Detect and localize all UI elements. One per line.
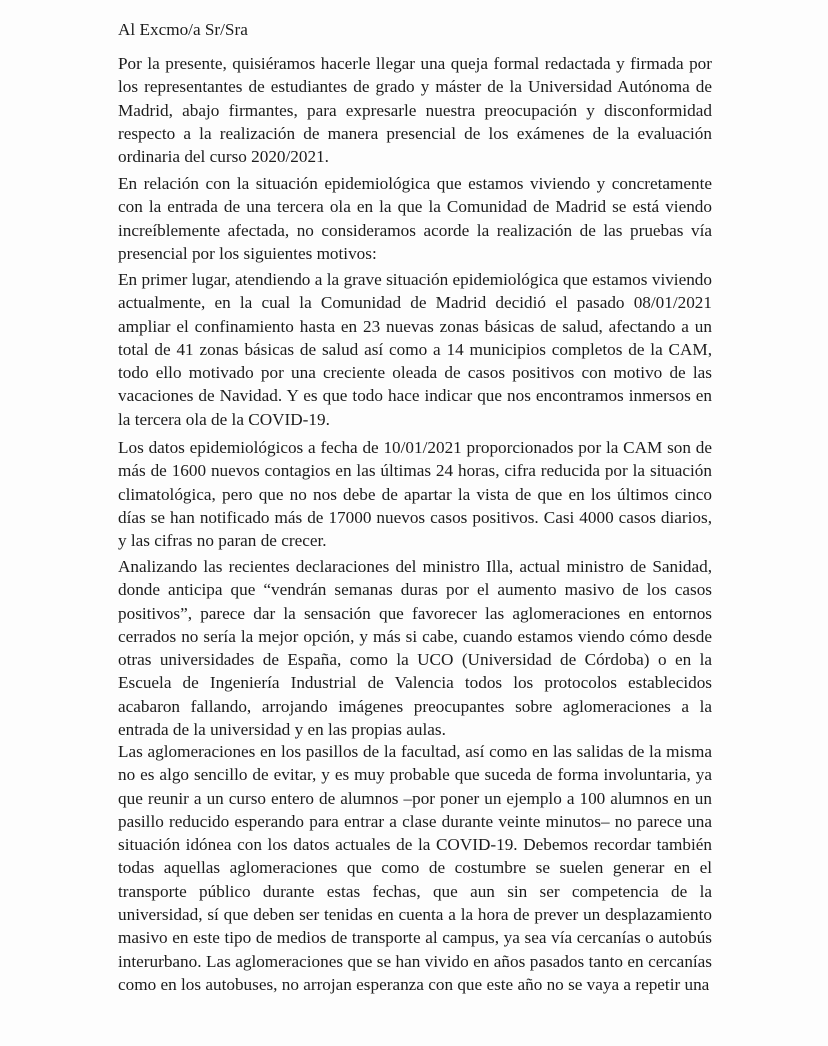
paragraph-first-reason: En primer lugar, atendiendo a la grave situación epidemiológica que estamos viviendo actualmente, en la cual la Comunidad de Madrid decidió el pasado 08/01/2021 ampliar el confinamiento hasta en 23 nuevas zonas básicas de salud, afectando a un total de 41 zonas básicas de salud así como a 14 municipios completos de la CAM, todo ello motivado por una creciente oleada de casos positivos con motivo de las vacaciones de Navidad. Y es que todo hace indicar que nos encontramos inmersos en la tercera ola de la COVID-19. — [118, 270, 712, 429]
paragraph-intro: Por la presente, quisiéramos hacerle llegar una queja formal redactada y firmada por los representantes de estudiantes de grado y máster de la Universidad Autónoma de Madrid, abajo firmantes, para expresarle nuestra preocupación y disconformidad respecto a la realización de manera presencial de los exámenes de la evaluación ordinaria del curso 2020/2021. — [118, 54, 712, 167]
paragraph-minister-statements: Analizando las recientes declaraciones del ministro Illa, actual ministro de Sanidad, donde anticipa que “vendrán semanas duras por el aumento masivo de los casos positivos”, parece dar la sensación que favorecer las aglomeraciones en entornos cerrados no sería la mejor opción, y más si cabe, cuando estamos viendo cómo desde otras universidades de España, como la UCO (Universidad de Córdoba) o en la Escuela de Ingeniería Industrial de Valencia todos los protocolos establecidos acabaron fallando, arrojando imágenes preocupantes sobre aglomeraciones a la entrada de la universidad y en las propias aulas. — [118, 557, 712, 740]
paragraph-context: En relación con la situación epidemiológica que estamos viviendo y concretamente con la entrada de una tercera ola en la que la Comunidad de Madrid se está viendo increíblemente afectada, no consideramos acorde la realización de las pruebas vía presencial por los siguientes motivos: — [118, 174, 712, 263]
paragraph-crowding: Las aglomeraciones en los pasillos de la facultad, así como en las salidas de la misma no es algo sencillo de evitar, y es muy probable que suceda de forma involuntaria, ya que reunir a un curso entero de alumnos –por poner un ejemplo a 100 alumnos en un pasillo reducido esperando para entrar a clase durante veinte minutos– no parece una situación idónea con los datos actuales de la COVID-19. Debemos recordar también todas aquellas aglomeraciones que como de costumbre se suelen generar en el transporte público durante estas fechas, que aun sin ser competencia de la universidad, sí que deben ser tenidas en cuenta a la hora de prever un desplazamiento masivo en este tipo de medios de transporte al campus, ya sea vía cercanías o autobús interurbano. Las aglomeraciones que se han vivido en años pasados tanto en cercanías como en los autobuses, no arrojan esperanza con que este año no se vaya a repetir una — [118, 742, 712, 994]
salutation: Al Excmo/a Sr/Sra — [118, 20, 248, 39]
paragraph-epidemiological-data: Los datos epidemiológicos a fecha de 10/01/2021 proporcionados por la CAM son de más de 1600 nuevos contagios en las últimas 24 horas, cifra reducida por la situación climatológica, pero que no nos debe de apartar la vista de que en los últimos cinco días se han notificado más de 17000 nuevos casos positivos. Casi 4000 casos diarios, y las cifras no paran de crecer. — [118, 438, 712, 551]
